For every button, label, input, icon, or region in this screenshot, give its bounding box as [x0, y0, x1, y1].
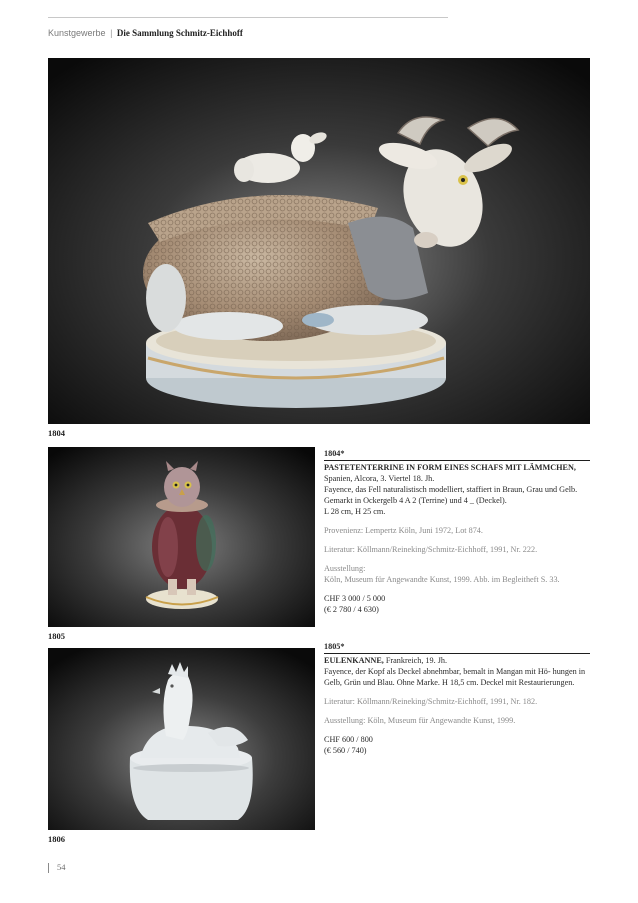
lot-number-1806: 1806	[48, 834, 65, 844]
header-separator: |	[110, 28, 113, 38]
page-number: 54	[57, 862, 66, 872]
lot-1804-title: PASTETENTERRINE IN FORM EINES SCHAFS MIT LÄMMCHEN,	[324, 463, 576, 472]
lot-1804-dimensions: L 28 cm, H 25 cm.	[324, 507, 386, 516]
lot-1806-photo	[48, 648, 315, 830]
lot-1804-price-chf: CHF 3 000 / 5 000	[324, 594, 386, 603]
lot-1804-literature: Literatur: Köllmann/Reineking/Schmitz-Eichhoff, 1991, Nr. 222.	[324, 545, 538, 554]
lot-1805-description	[324, 641, 590, 756]
lot-1805-origin: Frankreich, 19. Jh.	[383, 656, 448, 665]
lot-1804-provenance: Provenienz: Lempertz Köln, Juni 1972, Lot 874.	[324, 526, 483, 535]
owl-jug-image	[48, 447, 315, 627]
running-header	[48, 28, 243, 38]
hen-tureen-image	[48, 648, 315, 830]
lot-1805-exhibition: Ausstellung: Köln, Museum für Angewandte Kunst, 1999.	[324, 716, 516, 725]
header-title: Die Sammlung Schmitz-Eichhoff	[116, 28, 243, 38]
lot-1805-rule	[324, 653, 590, 654]
sheep-tureen-image	[48, 58, 590, 424]
lot-1805-literature: Literatur: Köllmann/Reineking/Schmitz-Eichhoff, 1991, Nr. 182.	[324, 697, 538, 706]
page-footer	[48, 862, 66, 873]
footer-bar	[48, 863, 49, 873]
lot-1804-exhibition: Ausstellung: Köln, Museum für Angewandte Kunst, 1999. Abb. im Begleitheft S. 33.	[324, 564, 560, 584]
lot-1804-photo	[48, 58, 590, 424]
lot-1805-body: Fayence, der Kopf als Deckel abnehmbar, bemalt in Mangan mit Hö- hungen in Gelb, Grün und Blau. Ohne Marke. H 18,5 cm. Deckel mit Restaurierungen.	[324, 667, 586, 687]
lot-1805-photo	[48, 447, 315, 627]
lot-1804-body: Fayence, das Fell naturalistisch modelliert, staffiert in Braun, Grau und Gelb. Gemarkt in Ockergelb 4 A 2 (Terrine) und 4 _ (Deckel).	[324, 485, 578, 505]
lot-1805-heading	[324, 655, 590, 666]
lot-1804-price-eur: (€ 2 780 / 4 630)	[324, 605, 379, 614]
header-rule	[48, 17, 448, 18]
lot-1805-label: 1805*	[324, 642, 345, 651]
lot-1805-price-chf: CHF 600 / 800	[324, 735, 373, 744]
lot-1804-rule	[324, 460, 590, 461]
lot-1805-price-eur: (€ 560 / 740)	[324, 746, 367, 755]
lot-1805-title: EULENKANNE,	[324, 656, 384, 665]
header-section: Kunstgewerbe	[48, 28, 106, 38]
lot-1804-heading	[324, 462, 590, 484]
lot-1804-origin: Spanien, Alcora, 3. Viertel 18. Jh.	[324, 474, 435, 483]
lot-number-1805: 1805	[48, 631, 65, 641]
lot-number-1804: 1804	[48, 428, 65, 438]
lot-1804-label: 1804*	[324, 449, 345, 458]
lot-1804-description	[324, 448, 590, 615]
